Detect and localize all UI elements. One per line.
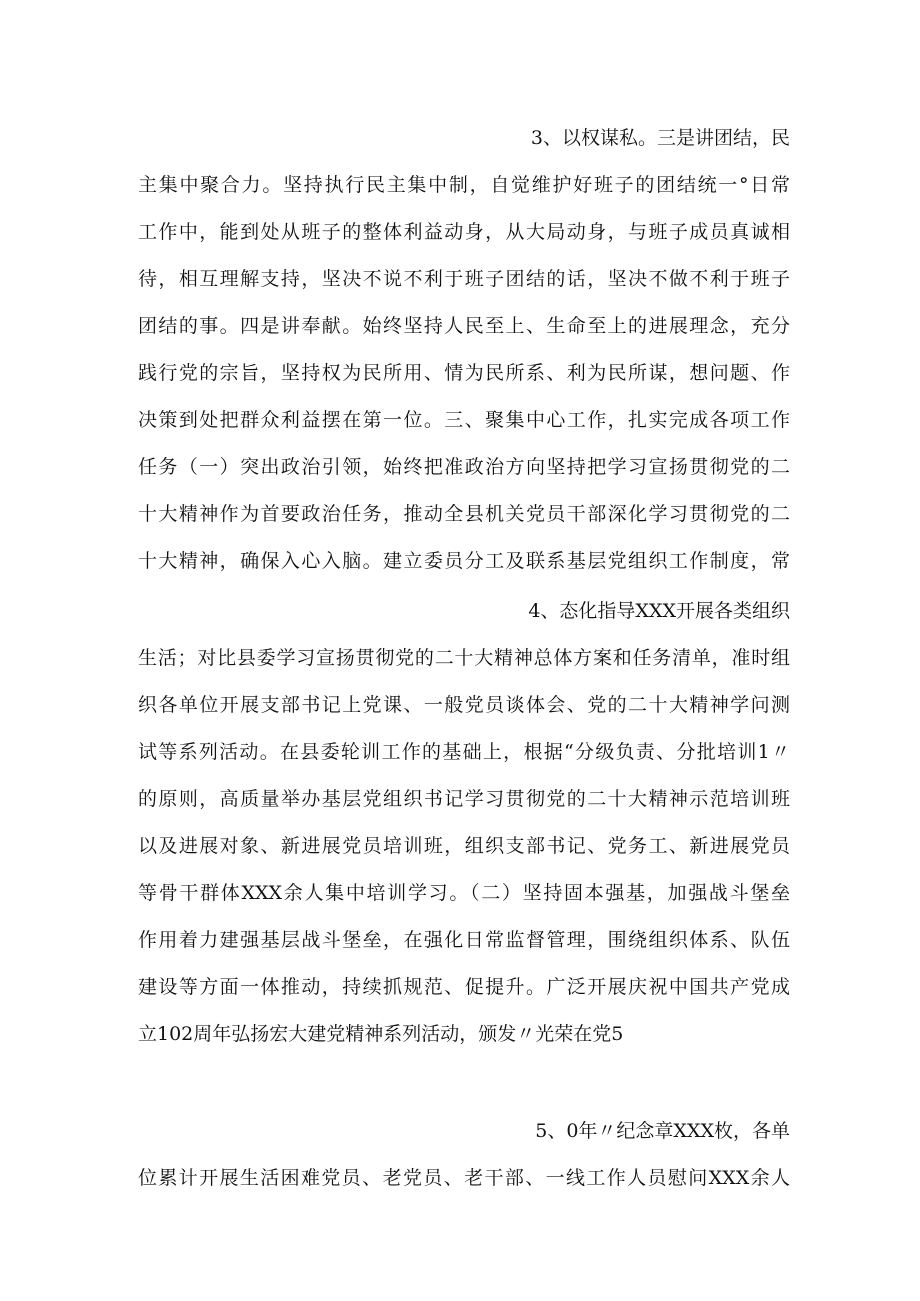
text-line: 以及进展对象、新进展党员培训班，组织支部书记、党务工、新进展党员	[138, 835, 790, 857]
text-line: 任务（一）突出政治引领，始终把准政治方向坚持把学习宣扬贯彻党的二	[138, 456, 790, 478]
text-line: 十大精神作为首要政治任务，推动全县机关党员干部深化学习贯彻党的二	[138, 503, 790, 525]
text-line: 待，相互理解支持，坚决不说不利于班子团结的话，坚决不做不利于班子	[138, 268, 790, 290]
paragraph-block-1	[138, 115, 790, 585]
text-line: 立102周年弘扬宏大建党精神系列活动，颁发〃光荣在党5	[138, 1023, 624, 1045]
text-line: 试等系列活动。在县委轮训工作的基础上，根据“分级负责、分批培训1〃	[138, 741, 790, 763]
text-line: 生活；对比县委学习宣扬贯彻党的二十大精神总体方案和任务清单，准时组	[138, 647, 790, 669]
text-line: 十大精神，确保入心入脑。建立委员分工及联系基层党组织工作制度，常	[138, 550, 790, 572]
text-line: 建设等方面一体推动，持续抓规范、促提升。广泛开展庆祝中国共产党成	[138, 976, 790, 998]
text-line: 织各单位开展支部书记上党课、一般党员谈体会、党的二十大精神学问测	[138, 694, 790, 716]
text-line: 位累计开展生活困难党员、老党员、老干部、一线工作人员慰问XXX余人	[138, 1167, 790, 1189]
text-line: 5、0年〃纪念章XXX枚，各单	[535, 1120, 790, 1142]
text-line: 等骨干群体XXX余人集中培训学习。（二）坚持固本强基，加强战斗堡垒	[138, 882, 790, 904]
paragraph-block-2	[138, 588, 790, 1058]
paragraph-block-3	[138, 1108, 790, 1202]
text-line: 作用着力建强基层战斗堡垒，在强化日常监督管理，围绕组织体系、队伍	[138, 929, 790, 951]
text-line: 4、态化指导XXX开展各类组织	[528, 600, 790, 622]
text-line: 的原则，高质量举办基层党组织书记学习贯彻党的二十大精神示范培训班	[138, 788, 790, 810]
text-line: 3、以权谋私。三是讲团结，民	[530, 127, 790, 149]
text-line: 决策到处把群众利益摆在第一位。三、聚集中心工作，扎实完成各项工作	[138, 409, 790, 431]
text-line: 工作中，能到处从班子的整体利益动身，从大局动身，与班子成员真诚相	[138, 221, 790, 243]
text-line: 团结的事。四是讲奉献。始终坚持人民至上、生命至上的进展理念，充分	[138, 315, 790, 337]
text-line: 主集中聚合力。坚持执行民主集中制，自觉维护好班子的团结统一°日常	[138, 174, 790, 196]
text-line: 践行党的宗旨，坚持权为民所用、情为民所系、利为民所谋，想问题、作	[138, 362, 790, 384]
